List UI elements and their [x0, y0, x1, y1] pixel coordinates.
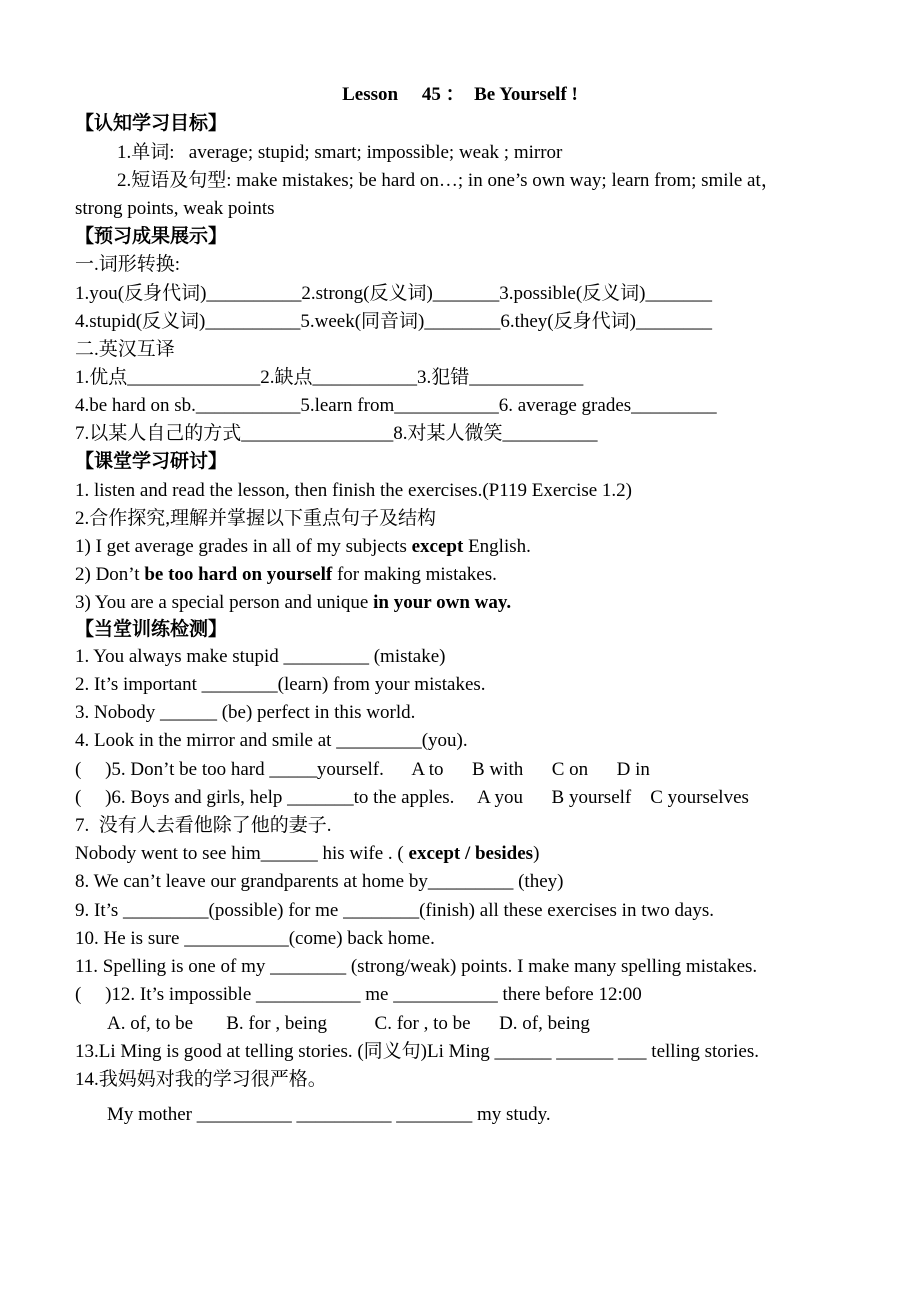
text-segment: 14.我妈妈对我的学习很严格。 [75, 1069, 327, 1090]
bold-text: except [411, 536, 464, 557]
text-line [75, 925, 435, 953]
text-segment: 11. Spelling is one of my ________ (strong/weak) points. I make many spelling mistakes. [75, 956, 758, 977]
text-segment: 3) You are a special person and unique [75, 592, 374, 613]
text-line [75, 392, 717, 420]
text-segment: ) [533, 843, 540, 864]
text-line [75, 1038, 759, 1066]
text-line [75, 897, 714, 925]
text-line [75, 868, 563, 896]
text-segment: 2) Don’t [75, 564, 145, 585]
text-segment: 9. It’s _________(possible) for me ________(finish) all these exercises in two days. [75, 900, 715, 921]
text-line [75, 420, 598, 448]
text-line [75, 784, 749, 812]
text-line [75, 699, 415, 727]
text-line [75, 727, 468, 755]
section-heading [75, 448, 227, 476]
text-segment: 一.词形转换: [75, 254, 181, 275]
bold-text: be too hard on yourself [144, 564, 333, 585]
text-segment: 13.Li Ming is good at telling stories. (同义句)Li Ming ______ ______ ___ telling stories. [75, 1041, 759, 1062]
text-line [75, 953, 757, 981]
text-line [75, 840, 539, 868]
text-segment: 1) I get average grades in all of my subjects [75, 536, 412, 557]
bold-text: 【预习成果展示】 [75, 226, 228, 247]
text-segment: A. of, to be B. for , being C. for , to be D. of, being [107, 1013, 590, 1034]
text-segment: 8. We can’t leave our grandparents at home by_________ (they) [75, 871, 564, 892]
text-segment: 1.you(反身代词)__________2.strong(反义词)_______3.possible(反义词)_______ [75, 283, 712, 304]
bold-text: 【当堂训练检测】 [75, 619, 228, 640]
lesson-title [0, 81, 920, 109]
bold-text: 【课堂学习研讨】 [75, 451, 228, 472]
text-segment: 10. He is sure ___________(come) back home. [75, 928, 435, 949]
text-segment: ( )6. Boys and girls, help _______to the apples. A you B yourself C yourselves [75, 787, 749, 808]
text-segment: ( )5. Don’t be too hard _____yourself. A to B with C on D in [75, 759, 650, 780]
text-segment: 1. listen and read the lesson, then finish the exercises.(P119 Exercise 1.2) [75, 480, 633, 501]
text-segment: Nobody went to see him______ his wife . ( [75, 843, 409, 864]
text-segment: strong points, weak points [75, 198, 275, 219]
text-line [75, 533, 531, 561]
text-line [117, 167, 780, 195]
text-segment: 3. Nobody ______ (be) perfect in this world. [75, 702, 416, 723]
text-segment: 2.合作探究,理解并掌握以下重点句子及结构 [75, 508, 437, 529]
text-line [75, 756, 650, 784]
text-line [75, 1066, 327, 1094]
text-segment: My mother __________ __________ ________ my study. [107, 1104, 551, 1125]
text-line [75, 643, 445, 671]
text-line [117, 139, 562, 167]
text-segment: ( )12. It’s impossible ___________ me ___________ there before 12:00 [75, 984, 642, 1005]
text-line [75, 561, 497, 589]
text-segment: 4.be hard on sb.___________5.learn from___________6. average grades_________ [75, 395, 717, 416]
text-line [75, 308, 712, 336]
section-heading [75, 616, 227, 644]
text-line [107, 1010, 590, 1038]
text-line [75, 336, 175, 364]
text-segment: 4.stupid(反义词)__________5.week(同音词)________6.they(反身代词)________ [75, 311, 712, 332]
text-line [75, 280, 712, 308]
bold-text: in your own way. [373, 592, 512, 613]
text-segment: 二.英汉互译 [75, 339, 175, 360]
bold-text: Lesson 45 ： Be Yourself ! [342, 84, 578, 105]
text-line [75, 505, 436, 533]
text-segment: 7. 没有人去看他除了他的妻子. [75, 815, 332, 836]
text-segment: 1. You always make stupid _________ (mistake) [75, 646, 446, 667]
text-line [75, 589, 511, 617]
text-line [75, 981, 642, 1009]
text-segment: for making mistakes. [332, 564, 497, 585]
text-segment: English. [463, 536, 531, 557]
text-line [75, 251, 180, 279]
text-line [75, 195, 275, 223]
section-heading [75, 223, 227, 251]
bold-text: except / besides [408, 843, 534, 864]
text-line [75, 364, 583, 392]
bold-text: 【认知学习目标】 [75, 113, 228, 134]
text-line [75, 812, 332, 840]
text-segment: 1.优点______________2.缺点___________3.犯错____________ [75, 367, 584, 388]
text-segment: 1.单词: average; stupid; smart; impossible; weak ; mirror [117, 142, 563, 163]
text-segment: 7.以某人自己的方式________________8.对某人微笑__________ [75, 423, 598, 444]
section-heading [75, 110, 227, 138]
text-line [107, 1101, 551, 1129]
text-line [75, 671, 486, 699]
text-segment: 2. It’s important ________(learn) from your mistakes. [75, 674, 486, 695]
text-segment: 4. Look in the mirror and smile at _________(you). [75, 730, 468, 751]
text-segment: 2.短语及句型: make mistakes; be hard on…; in one’s own way; learn from; smile at， [117, 170, 780, 191]
text-line [75, 477, 632, 505]
